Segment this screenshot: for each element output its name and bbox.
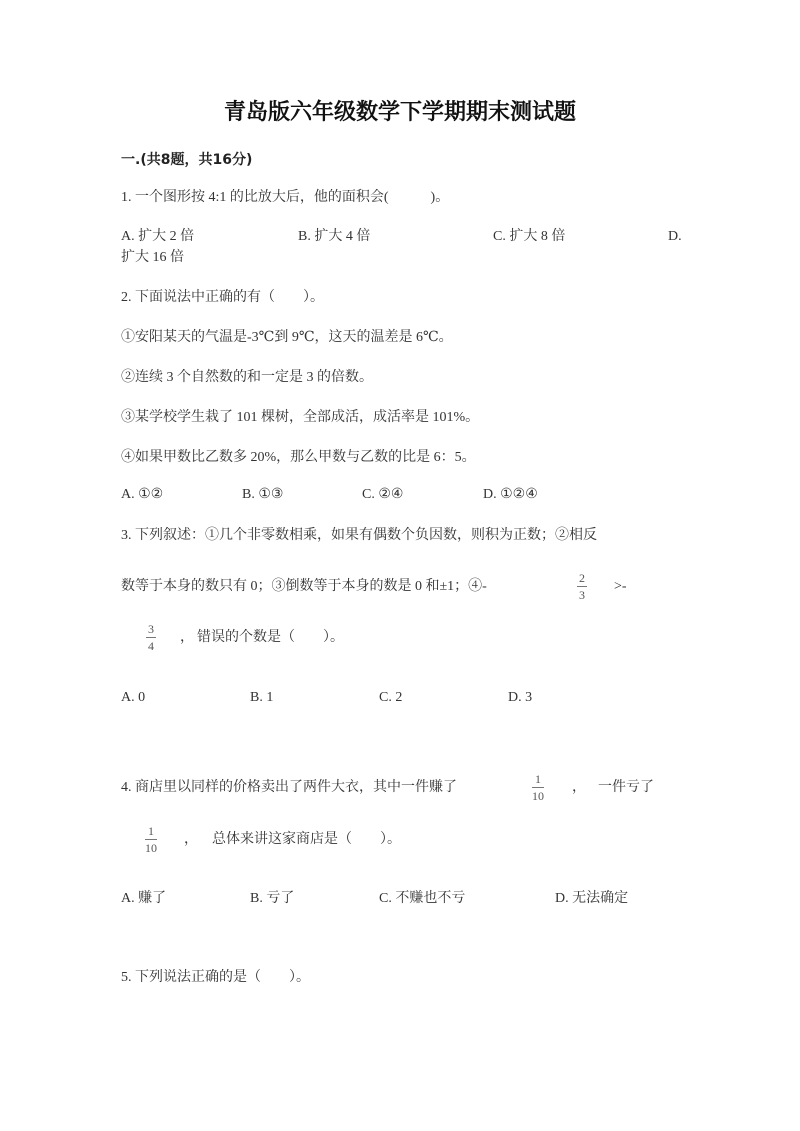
q4-line2: 总体来讲这家商店是（ ）。 bbox=[212, 832, 401, 847]
numerator: 1 bbox=[148, 824, 154, 838]
q3-option-c: C. 2 bbox=[379, 690, 403, 705]
q5-stem: 5. 下列说法正确的是（ ）。 bbox=[121, 970, 310, 985]
denominator: 4 bbox=[148, 639, 154, 653]
fraction-bar bbox=[145, 839, 157, 840]
denominator: 10 bbox=[145, 841, 157, 855]
fraction-bar bbox=[577, 586, 587, 587]
q4-option-d: D. 无法确定 bbox=[555, 891, 629, 906]
q3-line2: 数等于本身的数只有 0；③倒数等于本身的数是 0 和±1；④- bbox=[121, 579, 487, 594]
q3-line3: 错误的个数是（ ）。 bbox=[197, 630, 344, 645]
q3-fraction-3-4 bbox=[146, 622, 156, 653]
q2-option-b: B. ①③ bbox=[242, 487, 284, 502]
q4-fraction-1-10 bbox=[532, 772, 544, 803]
numerator: 2 bbox=[579, 571, 585, 585]
q1-option-d-text: 扩大 16 倍 bbox=[121, 250, 184, 265]
q4-option-a: A. 赚了 bbox=[121, 891, 167, 906]
fraction-bar bbox=[146, 637, 156, 638]
denominator: 10 bbox=[532, 789, 544, 803]
q3-gt: >- bbox=[614, 579, 627, 594]
q3-option-d: D. 3 bbox=[508, 690, 533, 705]
q1-option-c: C. 扩大 8 倍 bbox=[493, 229, 566, 244]
q4-fraction-1-10-b bbox=[145, 824, 157, 855]
q4-mid: 一件亏了 bbox=[598, 780, 654, 795]
section-heading: 一.(共8题，共16分) bbox=[121, 152, 253, 168]
q2-option-d: D. ①②④ bbox=[483, 487, 538, 502]
q3-fraction-2-3 bbox=[577, 571, 587, 602]
numerator: 3 bbox=[148, 622, 154, 636]
numerator: 1 bbox=[535, 772, 541, 786]
q4-comma-2: ， bbox=[184, 832, 198, 847]
q3-option-a: A. 0 bbox=[121, 690, 146, 705]
q1-stem: 1. 一个图形按 4:1 的比放大后，他的面积会( )。 bbox=[121, 190, 450, 205]
q2-item-3: ③某学校学生栽了 101 棵树，全部成活，成活率是 101%。 bbox=[121, 410, 480, 425]
q2-stem: 2. 下面说法中正确的有（ ）。 bbox=[121, 290, 324, 305]
q4-comma-1: ， bbox=[572, 780, 586, 795]
q1-option-b: B. 扩大 4 倍 bbox=[298, 229, 371, 244]
q3-option-b: B. 1 bbox=[250, 690, 274, 705]
q4-line1: 4. 商店里以同样的价格卖出了两件大衣，其中一件赚了 bbox=[121, 780, 457, 795]
q2-option-c: C. ②④ bbox=[362, 487, 404, 502]
q2-item-2: ②连续 3 个自然数的和一定是 3 的倍数。 bbox=[121, 370, 373, 385]
q3-line1: 3. 下列叙述：①几个非零数相乘，如果有偶数个负因数，则积为正数；②相反 bbox=[121, 528, 597, 543]
page-title: 青岛版六年级数学下学期期末测试题 bbox=[223, 100, 576, 125]
q4-option-b: B. 亏了 bbox=[250, 891, 295, 906]
q2-item-4: ④如果甲数比乙数多 20%，那么甲数与乙数的比是 6：5。 bbox=[121, 450, 476, 465]
q1-option-d: D. bbox=[668, 229, 682, 244]
q3-comma: ， bbox=[180, 630, 194, 645]
fraction-bar bbox=[532, 787, 544, 788]
q4-option-c: C. 不赚也不亏 bbox=[379, 891, 466, 906]
q2-item-1: ①安阳某天的气温是-3℃到 9℃，这天的温差是 6℃。 bbox=[121, 330, 453, 345]
q2-option-a: A. ①② bbox=[121, 487, 164, 502]
denominator: 3 bbox=[579, 588, 585, 602]
q1-option-a: A. 扩大 2 倍 bbox=[121, 229, 195, 244]
